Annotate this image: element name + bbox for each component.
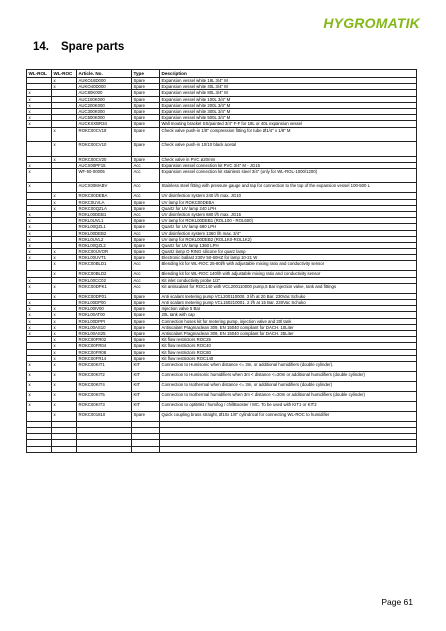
cell-description: UV lamp for ROKL00DEB1 (ROL100 - ROL600) [160,218,417,224]
cell-wl-roc: x [52,401,77,411]
cell-wl-roc: x [52,381,77,391]
cell-description: Expansion vessel white 80L 3/4" M [160,90,417,96]
cell-wl-roc: x [52,293,77,299]
cell-article-no: AUC100K000 [77,96,132,102]
cell-wl-rol: x [27,224,52,230]
cell-article-no: AUKO18D000 [77,78,132,84]
cell-article-no: AUCKXXBR34 [77,121,132,127]
cell-description: Expansion vessel white 200L 3/4" M [160,102,417,108]
cell-description: Wall mouting bracket SS/painted 3/4" F-F for 18L or 40L expansion vessel [160,121,417,127]
cell-article-no: ROKC00CV20 [77,156,132,162]
cell-article-no: ROKC0UVLA [77,199,132,205]
cell-wl-rol: x [27,255,52,261]
cell-description: Quartz for UV lamp 680 LPH [160,224,417,230]
cell-description: Injection valve 5 Bar [160,306,417,312]
cell-article-no: ROKL00IV00 [77,306,132,312]
cell-description: Quick coupling brass straight, Ø10x 1/8" cylindrical for connecting WL-ROC to humidifier [160,411,417,421]
cell-description: Check valve push-in 10/10 black acetal [160,142,417,157]
cell-article-no: AUKO40D000 [77,84,132,90]
cell-description: Kit flow restrictors ROC25 [160,337,417,343]
cell-wl-rol: x [27,361,52,371]
cell-article-no: ROKC00FR14 [77,355,132,361]
cell-description: Connection to Isothermal when distance <= 3m, or additional humidifiers (double cylinder) [160,381,417,391]
cell-description: Stainless steel fitting with pressure gauge and tap for connection to the top of the expansion vessel 100-500 L [160,183,417,193]
cell-description: Connection to optiMist / humifog / chillBooster / MC. To be used with KIT1 or KIT2 [160,401,417,411]
cell-description: Anti scalant metering pump VCL150210001. 2 l/h at 15 Bar. 230Vac Schuko [160,300,417,306]
cell-wl-roc: x [52,349,77,355]
cell-article-no: ROKC00KIT5 [77,391,132,401]
cell-description: Electronic ballast 230V 50-60HZ for lamp 10-21 W [160,255,417,261]
cell-wl-rol: x [27,306,52,312]
cell-type: Spare [132,205,160,211]
cell-wl-rol: x [27,115,52,121]
cell-wl-rol: x [27,391,52,401]
cell-wl-rol: x [27,312,52,318]
cell-type: Spare [132,108,160,114]
cell-article-no: AUCX00MABV [77,183,132,193]
cell-wl-rol: x [27,401,52,411]
cell-article-no: ROKC00KIT2 [77,371,132,381]
cell-wl-rol [27,127,52,142]
cell-type: Acc [132,183,160,193]
cell-wl-roc: x [52,391,77,401]
cell-wl-roc: x [52,312,77,318]
cell-type: Acc [132,271,160,277]
cell-wl-roc: x [52,330,77,336]
cell-type: Spare [132,255,160,261]
cell-type: Acc [132,283,160,293]
cell-wl-roc: x [52,306,77,312]
cell-type: Spare [132,312,160,318]
cell-type: Acc [132,193,160,199]
cell-wl-rol: x [27,102,52,108]
cell-wl-rol: x [27,168,52,183]
cell-description: Expansion vessel connection kit PVC 3/4" M - JG15 [160,162,417,168]
page-number: Page 61 [381,597,413,607]
cell-description: Connection to Isothermal humidifiers when 3m < distance <=20m or additional humidifiers (double cylinder) [160,391,417,401]
table-body [27,78,417,453]
cell-wl-rol: x [27,324,52,330]
cell-description: Kit flow restrictors ROC40 [160,343,417,349]
cell-article-no: ROKL0UVL2 [77,236,132,242]
cell-article-no: WF-50-00005 [77,168,132,183]
cell-wl-roc: x [52,337,77,343]
cell-description: UV disinfection system 240 l/h max. JG10 [160,193,417,199]
cell-article-no: ROKC00DPK1 [77,283,132,293]
header-type: Type [132,70,160,78]
spare-parts-table [26,69,417,453]
cell-wl-rol: x [27,318,52,324]
cell-article-no: ROKC00CV18 [77,127,132,142]
cell-description: Quartz lamp O RING silicone for quarz lamp [160,249,417,255]
cell-type: Spare [132,96,160,102]
cell-wl-rol: x [27,283,52,293]
cell-wl-roc: x [52,271,77,277]
cell-description: Expansion vessel white 100L 3/4" M [160,96,417,102]
cell-description: Expansion vessel white 40L 3/4" M [160,84,417,90]
cell-article-no: ROKL00DP00 [77,300,132,306]
cell-type: Spare [132,78,160,84]
table-row [27,168,417,183]
cell-description: Quartz for UV lamp 1360 LPH [160,242,417,248]
cell-type: Acc [132,277,160,283]
cell-article-no: ROKC00BLD1 [77,261,132,271]
cell-type: Spare [132,199,160,205]
cell-type: KIT [132,361,160,371]
cell-article-no: ROKL00AT00 [77,312,132,318]
cell-wl-rol: x [27,211,52,217]
cell-type: KIT [132,381,160,391]
header-article-no: Article. No. [77,70,132,78]
cell-article-no: ROKC00UVOR [77,249,132,255]
cell-description: UV disinfection system 1360 l/h max. 3/4" [160,230,417,236]
cell-wl-roc: x [52,361,77,371]
cell-wl-roc: x [52,142,77,157]
table-row [27,183,417,193]
table-row [27,371,417,381]
cell-article-no: ROKC00DEBA [77,193,132,199]
cell-wl-rol: x [27,108,52,114]
table-row [27,261,417,271]
cell-article-no: ROKC00CV10 [77,142,132,157]
cell-wl-rol: x [27,330,52,336]
cell-wl-rol [27,261,52,271]
cell-wl-roc: x [52,156,77,162]
cell-type: Spare [132,306,160,312]
cell-article-no: ROKC00QZLA [77,205,132,211]
table-row [27,446,417,452]
cell-wl-roc: x [52,84,77,90]
cell-wl-rol: x [27,121,52,127]
cell-wl-roc: x [52,249,77,255]
cell-wl-rol: x [27,96,52,102]
cell-wl-roc: x [52,371,77,381]
cell-type: Acc [132,162,160,168]
cell-article-no: ROKL00AS10 [77,324,132,330]
cell-type: Spare [132,349,160,355]
cell-description: Expansion vessel connection kit stainless steel 3/4" (only for WL-ROL-1000/1200) [160,168,417,183]
cell-article-no: AUC300K000 [77,108,132,114]
cell-wl-rol: x [27,90,52,96]
cell-type: Spare [132,337,160,343]
cell-wl-roc: x [52,411,77,421]
cell-type: Spare [132,293,160,299]
cell-description: Blending kit for WL-ROC 25-80l/h with adjustable mixing ratio and conductivity sensor [160,261,417,271]
cell-article-no: ROKL0UVL1 [77,218,132,224]
cell-wl-rol: x [27,242,52,248]
cell-wl-rol: x [27,300,52,306]
cell-wl-rol: x [27,371,52,381]
cell-type: Acc [132,211,160,217]
cell-type: Spare [132,242,160,248]
cell-type: KIT [132,391,160,401]
table-row [27,411,417,421]
cell-type: Spare [132,156,160,162]
table-row [27,381,417,391]
cell-wl-roc: x [52,283,77,293]
cell-description: Connection hoses kit for metering pump, injection valve and 20l tank [160,318,417,324]
cell-article-no: ROKL00DPPI [77,318,132,324]
cell-type: Spare [132,142,160,157]
table-row [27,142,417,157]
cell-wl-rol: x [27,381,52,391]
cell-article-no: ROKL00QZL2 [77,242,132,248]
cell-type: Spare [132,343,160,349]
logo-text-matik: MATIK [375,15,420,31]
cell-description: 20L tank with cap [160,312,417,318]
cell-article-no: ROKC00FR02 [77,337,132,343]
cell-type: Spare [132,84,160,90]
cell-description: Blending kit for WL-ROC 140l/h with adjustable mixing ratio and conductivity sensor [160,271,417,277]
cell-type: Acc [132,168,160,183]
header-wl-rol: WL-ROL [27,70,52,78]
cell-article-no: ROKC00BLD2 [77,271,132,277]
cell-description: Connection to Humisonic when distance <= 3m, or additional humidifiers (double cylinder). [160,361,417,371]
cell-article-no: ROKC00KIT1 [77,361,132,371]
cell-wl-roc [52,183,77,193]
cell-article-no [77,446,132,452]
cell-wl-rol: x [27,230,52,236]
cell-wl-roc [52,446,77,452]
cell-article-no: ROKC00FR08 [77,349,132,355]
cell-wl-roc: x [52,255,77,261]
logo-text-hygro: HYGRO [323,15,376,31]
table-row [27,401,417,411]
table-row [27,127,417,142]
cell-type: Spare [132,224,160,230]
section-heading [33,41,124,53]
table-row [27,391,417,401]
cell-wl-rol [27,411,52,421]
cell-article-no: ROKL00UVT1 [77,255,132,261]
cell-article-no: ROKL00AS25 [77,330,132,336]
cell-description: Expansion vessel white 500L 3/4" M [160,115,417,121]
cell-type: Spare [132,330,160,336]
cell-description: Kit flow restrictors ROC80 [160,349,417,355]
cell-article-no: AUC80K000 [77,90,132,96]
cell-article-no: ROKL00DEB2 [77,230,132,236]
cell-description: Anti scalant metering pump VCL200110000. 3 l/h at 20 Bar. 230Vac Schuko [160,293,417,299]
cell-description: Check valve in PVC ø20mm [160,156,417,162]
cell-description: Expansion vessel white 18L 3/4" M [160,78,417,84]
header-wl-roc: WL-ROC [52,70,77,78]
cell-description: UV lamp for ROKL00DEB2 (ROL1K0-ROL1K2) [160,236,417,242]
cell-type: Spare [132,318,160,324]
cell-wl-roc: x [52,318,77,324]
cell-type: Spare [132,127,160,142]
cell-wl-roc: x [52,205,77,211]
cell-wl-rol: x [27,162,52,168]
cell-description: UV disinfection system 680 l/h max. JG15 [160,211,417,217]
cell-type: Spare [132,236,160,242]
cell-wl-roc [52,168,77,183]
cell-wl-rol: x [27,218,52,224]
cell-wl-rol: x [27,236,52,242]
cell-type: Spare [132,121,160,127]
cell-description: Check valve push-in 1/8" compression fitting for tube Ø1/4" x 1/8" M [160,127,417,142]
cell-wl-rol: x [27,277,52,283]
cell-description: Kit inlet conductivity probe 1/2" [160,277,417,283]
cell-wl-roc: x [52,199,77,205]
cell-type [132,446,160,452]
cell-description [160,446,417,452]
table-header-row [27,70,417,78]
cell-description: Kit antiscalant for ROC140 with VCL200110000 pump,5 Bar injection valve, tank and fittings [160,283,417,293]
cell-type: KIT [132,401,160,411]
cell-article-no: AUCX00PF15 [77,162,132,168]
cell-article-no: ROKC00FR04 [77,343,132,349]
cell-wl-roc: x [52,193,77,199]
cell-wl-rol [27,142,52,157]
cell-type: Acc [132,230,160,236]
cell-article-no: ROKL00CC02 [77,277,132,283]
cell-article-no: AUC500K000 [77,115,132,121]
cell-article-no: ROKC00KIT4 [77,381,132,391]
cell-wl-rol: x [27,183,52,193]
cell-type: Spare [132,102,160,108]
cell-article-no: ROKL00QZL1 [77,224,132,230]
cell-type: Spare [132,300,160,306]
cell-description: UV lamp for ROKC00DEBA [160,199,417,205]
cell-type: Spare [132,249,160,255]
cell-type: Spare [132,355,160,361]
cell-article-no: AUC200K000 [77,102,132,108]
table-row [27,283,417,293]
cell-description: Kit flow restrictors ROC140 [160,355,417,361]
cell-description: Antiscalant Pragmaclean 309, EN 15040 compliant for DACH. 25Liter [160,330,417,336]
header-description: Description [160,70,417,78]
cell-type: KIT [132,371,160,381]
cell-article-no: ROKC001810 [77,411,132,421]
cell-type: Spare [132,115,160,121]
cell-description: Connection to Humisonic humidifiers when 3m < distance <=20m or additional humidifiers (double cylinder) [160,371,417,381]
cell-wl-roc: x [52,127,77,142]
cell-wl-rol: x [27,249,52,255]
cell-wl-roc: x [52,324,77,330]
cell-type: Acc [132,261,160,271]
cell-description: Expansion vessel white 300L 3/4" M [160,108,417,114]
cell-type: Spare [132,218,160,224]
cell-article-no: ROKL00DEB1 [77,211,132,217]
hygromatik-logo [323,15,420,31]
cell-type: Spare [132,324,160,330]
section-title: Spare parts [61,41,125,53]
section-number: 14. [33,41,49,53]
cell-description: Antiscalant Pragmaclean 309, EN 15040 compliant for DACH. 10Liter [160,324,417,330]
cell-description: Quartz for UV lamp 240 LPH [160,205,417,211]
table-row [27,361,417,371]
cell-wl-roc: x [52,78,77,84]
cell-type: Spare [132,411,160,421]
cell-type: Spare [132,90,160,96]
cell-wl-roc: x [52,343,77,349]
cell-article-no: ROKC00DP01 [77,293,132,299]
cell-wl-roc: x [52,261,77,271]
cell-wl-rol [27,446,52,452]
cell-article-no: ROKC00KIT3 [77,401,132,411]
cell-wl-roc: x [52,355,77,361]
